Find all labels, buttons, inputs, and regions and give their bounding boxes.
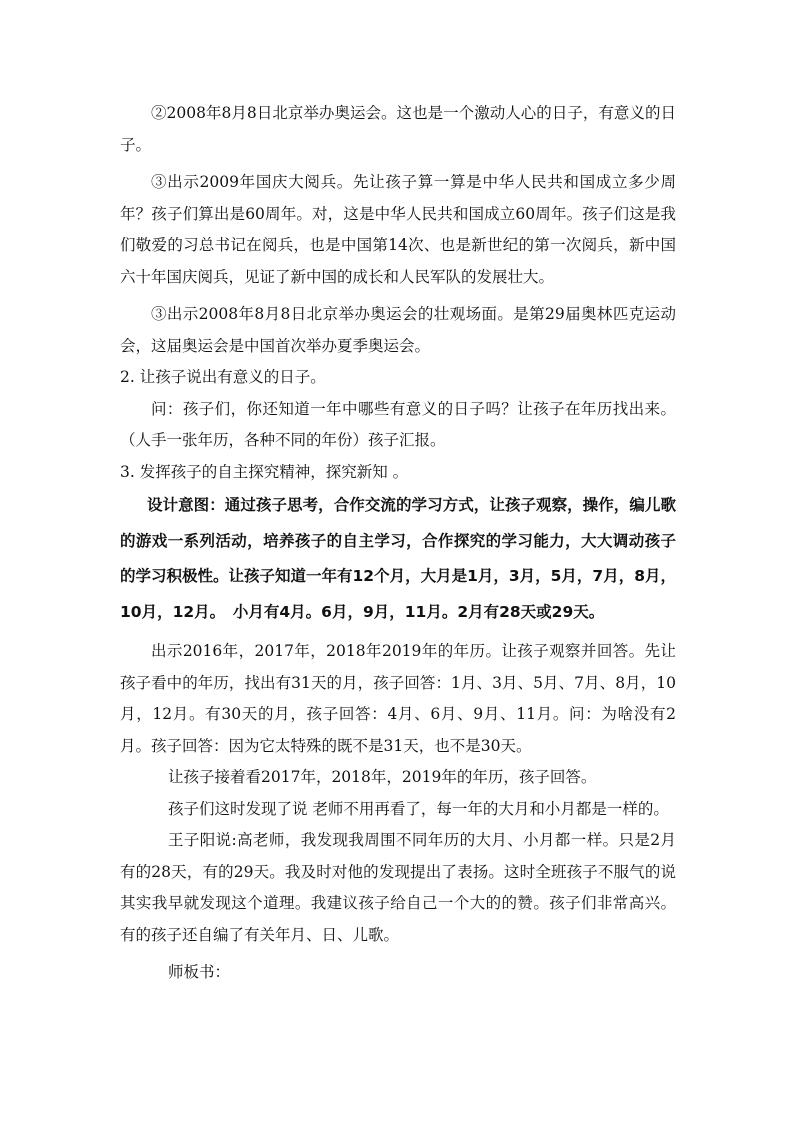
- paragraph-olympics-2008: ②2008年8月8日北京举办奥运会。这也是一个激动人心的日子，有意义的日子。: [120, 104, 676, 154]
- paragraph-parade-2009: ③出示2009年国庆大阅兵。先让孩子算一算是中华人民共和国成立多少周年？孩子们算出是60周年。对，这是中华人民共和国成立60周年。孩子们这是我们敬爱的习总书记在阅兵，也是中国第14次、也是新世纪的第一次阅兵，新中国六十年国庆阅兵，见证了新中国的成长和人民军队的发展壮大。: [120, 173, 676, 286]
- paragraph-continue-viewing: 让孩子接着看2017年，2018年，2019年的年历，孩子回答。: [168, 768, 597, 786]
- section-heading-meaningful-days: 2. 让孩子说出有意义的日子。: [120, 368, 326, 386]
- paragraph-show-calendars: 出示2016年，2017年，2018年2019年的年历。让孩子观察并回答。先让孩子看中的年历，找出有31天的月，孩子回答：1月、3月、5月、7月、8月，10月，12月。有30天的月，孩子回答：4月、6月、9月、11月。问：为啥没有2月。孩子回答：因为它太特殊的既不是31天，也不是30天。: [120, 642, 676, 755]
- paragraph-board-writing: 师板书：: [168, 963, 231, 981]
- paragraph-design-intent: 设计意图：通过孩子思考，合作交流的学习方式，让孩子观察，操作，编儿歌的游戏一系列活动，培养孩子的自主学习，合作探究的学习能力，大大调动孩子的学习积极性。让孩子知道一年有12个月，大月是1月，3月，5月，7月，8月，10月，12月。 小月有4月。6月，9月，11月。2月有28天或29天。: [120, 496, 676, 621]
- document-body: [120, 98, 676, 989]
- paragraph-wang-ziyang: 王子阳说:高老师，我发现我周围不同年历的大月、小月都一样。只是2月有的28天，有的29天。我及时对他的发现提出了表扬。这时全班孩子不服气的说 其实我早就发现这个道理。我建议孩子给自己一个大的的赞。孩子们非常高兴。有的孩子还自编了有关年月、日、儿歌。: [120, 831, 676, 944]
- paragraph-children-discover: 孩子们这时发现了说 老师不用再看了，每一年的大月和小月都是一样的。: [168, 799, 669, 818]
- paragraph-olympics-scene: ③出示2008年8月8日北京举办奥运会的壮观场面。是第29届奥林匹克运动会，这届奥运会是中国首次举办夏季奥运会。: [120, 305, 676, 355]
- section-heading-explore: 3. 发挥孩子的自主探究精神，探究新知 。: [120, 462, 409, 481]
- paragraph-question-calendar: 问：孩子们，你还知道一年中哪些有意义的日子吗？让孩子在年历找出来。（人手一张年历，各种不同的年份）孩子汇报。: [120, 399, 676, 449]
